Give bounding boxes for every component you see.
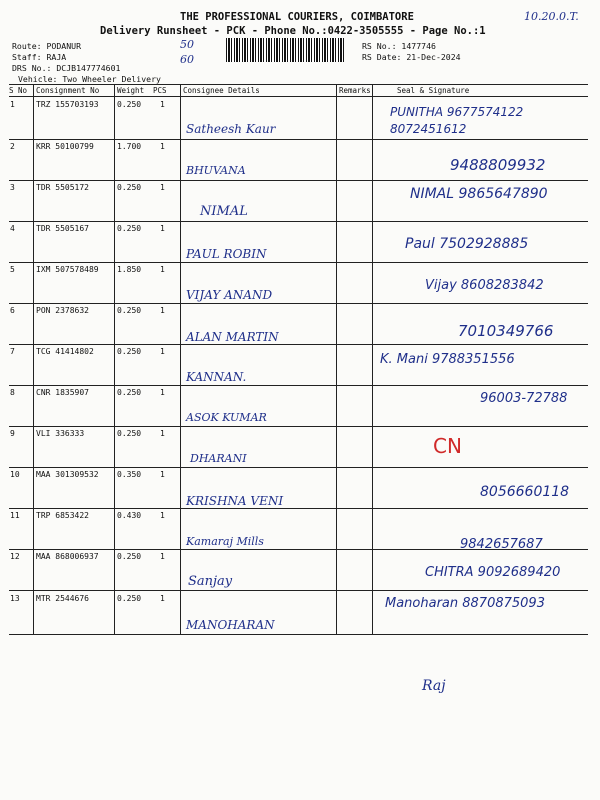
col-header-signature: Seal & Signature	[397, 86, 470, 95]
row-weight: 0.350	[117, 470, 142, 479]
row-signature: 7010349766	[458, 322, 554, 340]
row-sno: 5	[10, 265, 15, 274]
footer-signature: Raj	[422, 678, 446, 694]
row-signature: Paul 7502928885	[405, 236, 529, 252]
row-consignee: MANOHARAN	[186, 618, 275, 632]
row-signature: Manoharan 8870875093	[385, 596, 545, 611]
row-sno: 3	[10, 183, 15, 192]
row-weight: 0.250	[117, 429, 142, 438]
row-consignment: CNR 1835907	[36, 388, 89, 397]
row-pcs: 1	[160, 429, 165, 438]
col-header-consignment: Consignment No	[36, 86, 100, 95]
row-consignment: TRZ 155703193	[36, 100, 99, 109]
row-weight: 0.430	[117, 511, 142, 520]
col-header-pcs: PCS	[153, 86, 167, 95]
route-label: Route: PODANUR	[12, 41, 82, 51]
row-weight: 0.250	[117, 224, 142, 233]
row-weight: 0.250	[117, 347, 142, 356]
row-consignment: TRP 6853422	[36, 511, 89, 520]
row-weight: 1.850	[117, 265, 142, 274]
row-consignment: MAA 301309532	[36, 470, 99, 479]
row-weight: 1.700	[117, 142, 142, 151]
col-header-sno: S No	[9, 86, 28, 95]
runsheet-title: Delivery Runsheet - PCK - Phone No.:0422-3505555 - Page No.:1	[100, 25, 486, 37]
handwritten-count-bottom: 60	[180, 53, 194, 66]
row-weight: 0.250	[117, 552, 142, 561]
col-header-remarks: Remarks	[339, 86, 371, 95]
row-consignee: BHUVANA	[186, 164, 246, 177]
row-weight: 0.250	[117, 183, 142, 192]
row-consignment: VLI 336333	[36, 429, 85, 438]
row-consignee: NIMAL	[200, 204, 248, 219]
row-pcs: 1	[160, 100, 165, 109]
row-sno: 12	[10, 552, 20, 561]
row-consignee: Satheesh Kaur	[186, 122, 276, 136]
col-header-consignee: Consignee Details	[183, 86, 260, 95]
company-title: THE PROFESSIONAL COURIERS, COIMBATORE	[180, 11, 414, 23]
row-pcs: 1	[160, 470, 165, 479]
row-consignee: KANNAN.	[186, 370, 247, 384]
staff-label: Staff: RAJA	[12, 52, 67, 62]
row-consignee: ASOK KUMAR	[186, 411, 267, 424]
row-pcs: 1	[160, 347, 165, 356]
row-consignment: TDR 5505167	[36, 224, 89, 233]
row-consignment: TCG 41414802	[36, 347, 94, 356]
row-signature: Vijay 8608283842	[425, 278, 544, 293]
row-sno: 4	[10, 224, 15, 233]
drs-number: DRS No.: DCJB147774601	[12, 63, 121, 73]
row-consignment: MTR 2544676	[36, 594, 89, 603]
row-consignee: ALAN MARTIN	[186, 330, 279, 344]
row-signature: 8056660118	[480, 484, 570, 500]
col-header-weight: Weight	[117, 86, 145, 95]
row-signature: NIMAL 9865647890	[410, 186, 548, 202]
rs-number: RS No.: 1477746	[362, 41, 436, 51]
row-consignment: KRR 50100799	[36, 142, 94, 151]
row-sno: 1	[10, 100, 15, 109]
row-consignment: IXM 507578489	[36, 265, 99, 274]
row-signature: PUNITHA 9677574122 8072451612	[390, 105, 524, 136]
row-pcs: 1	[160, 511, 165, 520]
row-consignee: KRISHNA VENI	[186, 494, 284, 508]
row-pcs: 1	[160, 594, 165, 603]
row-pcs: 1	[160, 306, 165, 315]
row-signature: 96003-72788	[480, 391, 568, 406]
row-signature: 9842657687	[460, 537, 543, 552]
row-sno: 6	[10, 306, 15, 315]
row-consignment: PON 2378632	[36, 306, 89, 315]
row-consignee: PAUL ROBIN	[186, 247, 267, 261]
row-consignee: VIJAY ANAND	[186, 288, 273, 302]
row-sno: 9	[10, 429, 15, 438]
row-sno: 10	[10, 470, 20, 479]
vehicle-label: Vehicle: Two Wheeler Delivery	[18, 74, 161, 84]
row-signature: K. Mani 9788351556	[380, 352, 515, 367]
row-consignee: DHARANI	[190, 452, 247, 465]
row-sno: 13	[10, 594, 20, 603]
row-pcs: 1	[160, 265, 165, 274]
row-consignee: Sanjay	[188, 574, 233, 589]
row-weight: 0.250	[117, 306, 142, 315]
row-sno: 8	[10, 388, 15, 397]
row-sno: 2	[10, 142, 15, 151]
row-consignment: MAA 868006937	[36, 552, 99, 561]
row-signature: CN	[433, 434, 462, 458]
handwritten-code: 10.20.0.T.	[524, 10, 579, 23]
row-sno: 11	[10, 511, 20, 520]
row-consignment: TDR 5505172	[36, 183, 89, 192]
row-pcs: 1	[160, 224, 165, 233]
rs-date: RS Date: 21-Dec-2024	[362, 52, 461, 62]
barcode	[226, 38, 344, 62]
row-pcs: 1	[160, 552, 165, 561]
row-pcs: 1	[160, 142, 165, 151]
row-consignee: Kamaraj Mills	[186, 535, 264, 548]
row-signature: 9488809932	[450, 156, 546, 174]
handwritten-count-top: 50	[180, 38, 194, 51]
row-sno: 7	[10, 347, 15, 356]
row-pcs: 1	[160, 388, 165, 397]
row-pcs: 1	[160, 183, 165, 192]
row-weight: 0.250	[117, 100, 142, 109]
row-weight: 0.250	[117, 388, 142, 397]
row-weight: 0.250	[117, 594, 142, 603]
row-signature: CHITRA 9092689420	[425, 565, 561, 580]
